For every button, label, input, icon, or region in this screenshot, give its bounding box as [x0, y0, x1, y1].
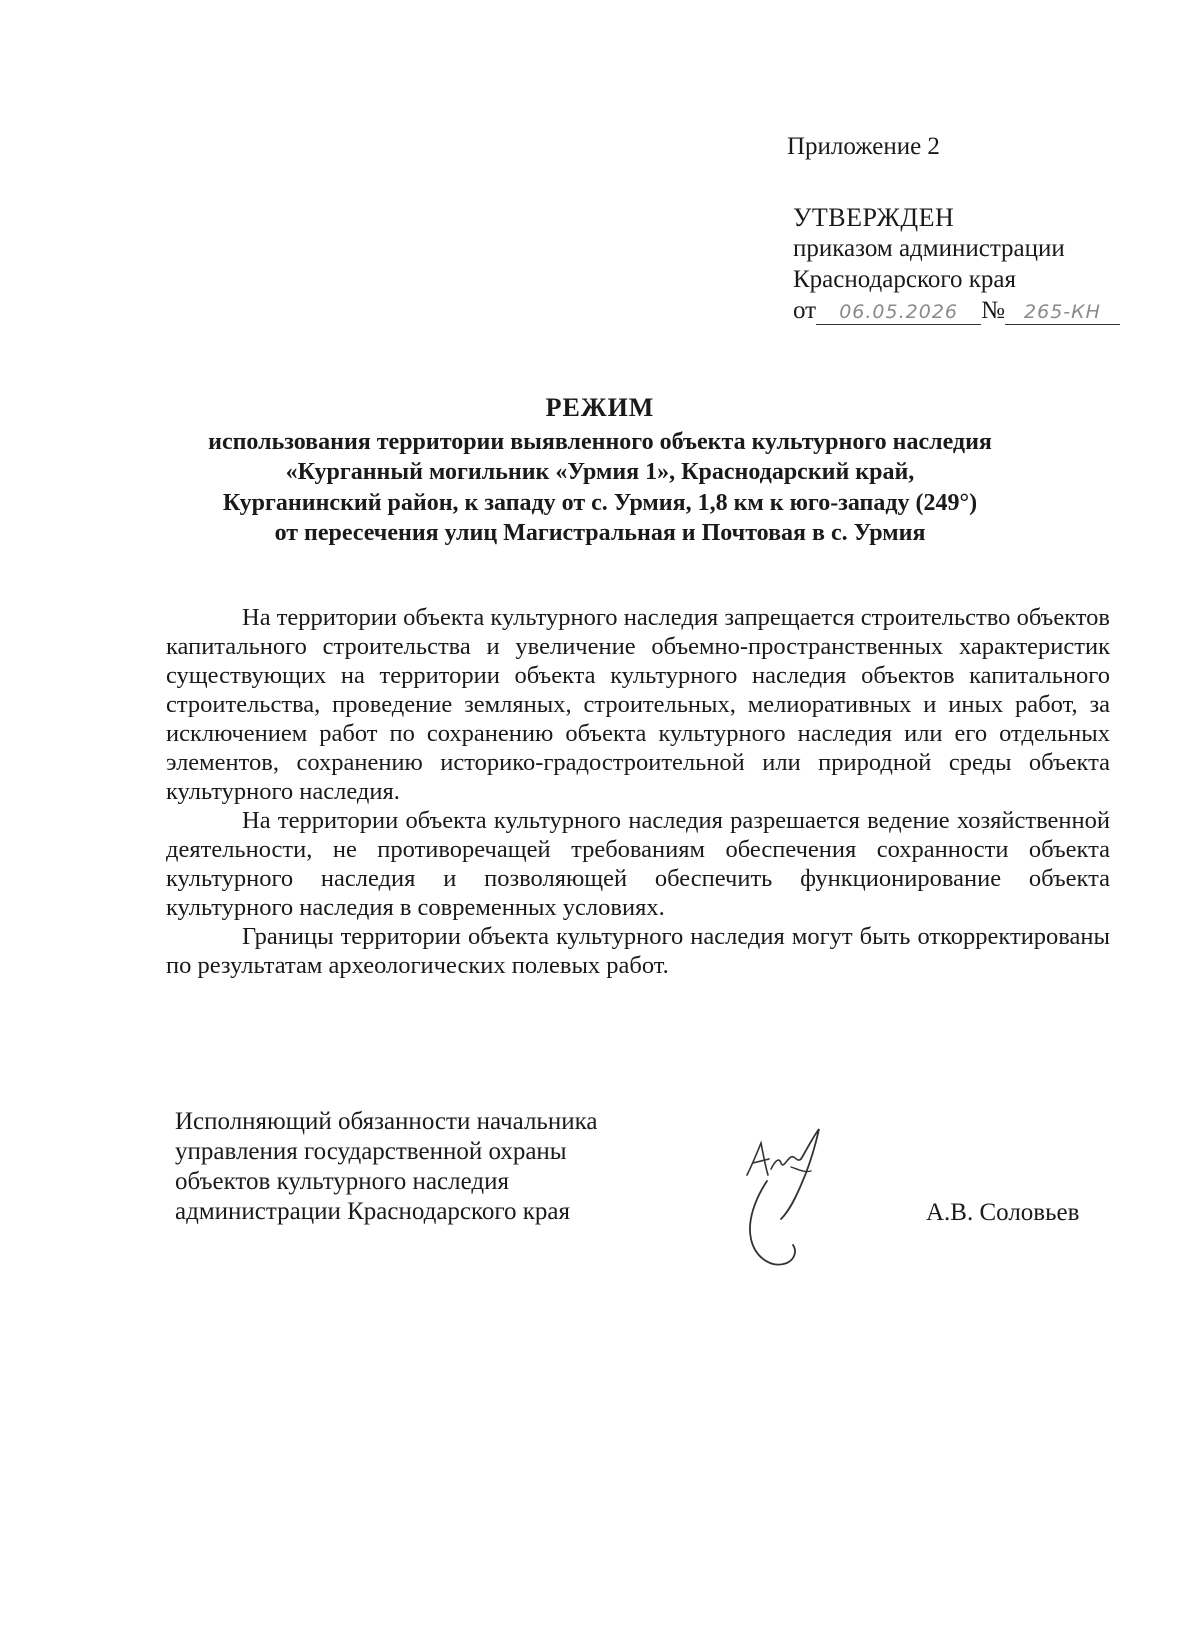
- date-prefix: от: [793, 297, 817, 324]
- approved-by-line-2: Краснодарского края: [793, 266, 1016, 293]
- body-paragraph-3: Границы территории объекта культурного наследия могут быть откорректированы по результатам археологических полевых работ.: [166, 923, 1110, 979]
- position-line-1: Исполняющий обязанности начальника: [175, 1108, 598, 1135]
- order-date-number-line: [793, 295, 1120, 326]
- order-number-value: 265-КН: [1005, 300, 1120, 325]
- title-line-3: Курганинский район, к западу от с. Урмия, 1,8 км к юго-западу (249°): [222, 489, 978, 516]
- number-prefix: №: [981, 297, 1005, 324]
- appendix-label: Приложение 2: [787, 133, 940, 160]
- document-body: [166, 603, 1110, 980]
- approval-block: [793, 202, 1120, 326]
- body-paragraph-1: На территории объекта культурного наследия запрещается строительство объектов капитального строительства и увеличение объемно-пространственных характеристик существующих на территории объекта культурного наследия объектов капитального строительства, проведение земляных, строительных, мелиоративных и иных работ, за исключением работ по сохранению объекта культурного наследия или его отдельных элементов, сохранению историко-градостроительной или природной среды объекта культурного наследия.: [166, 604, 1110, 805]
- signatory-position: [175, 1107, 597, 1227]
- approved-by-line-1: приказом администрации: [793, 235, 1065, 262]
- order-date-value: 06.05.2026: [816, 300, 981, 325]
- document-title: [150, 393, 1050, 549]
- body-paragraph-2: На территории объекта культурного наследия разрешается ведение хозяйственной деятельности, не противоречащей требованиям обеспечения сохранности объекта культурного наследия и позволяющей обеспечить функционирование объекта культурного наследия в современных условиях.: [166, 807, 1110, 921]
- approved-word: УТВЕРЖДЕН: [793, 203, 955, 232]
- title-line-1: использования территории выявленного объекта культурного наследия: [208, 428, 992, 455]
- title-line-2: «Курганный могильник «Урмия 1», Краснодарский край,: [285, 459, 915, 485]
- handwritten-signature: [735, 1123, 855, 1273]
- title-line-4: от пересечения улиц Магистральная и Почтовая в с. Урмия: [274, 520, 926, 546]
- position-line-2: управления государственной охраны: [175, 1138, 567, 1165]
- position-line-3: объектов культурного наследия: [175, 1168, 509, 1195]
- position-line-4: администрации Краснодарского края: [175, 1198, 571, 1225]
- title-main: РЕЖИМ: [545, 393, 655, 422]
- signer-name: А.В. Соловьев: [926, 1199, 1080, 1226]
